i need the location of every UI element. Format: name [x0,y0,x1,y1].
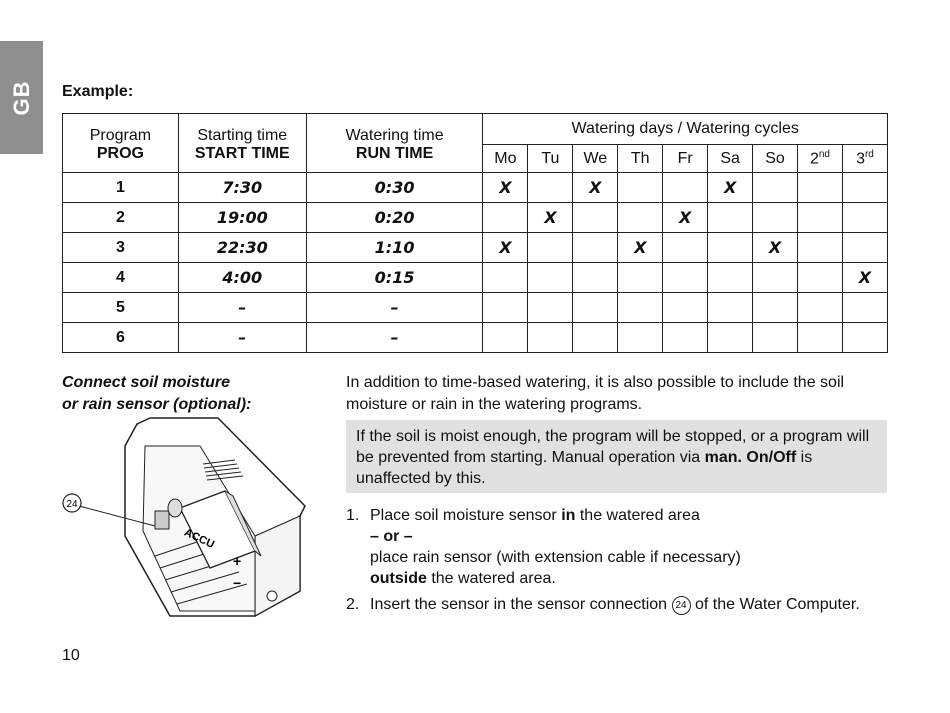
step-or: – or – [370,528,413,545]
day-mark-cell [798,263,843,293]
sensor-title-line1: Connect soil moisture [62,374,231,391]
day-mark-cell [842,293,887,323]
day-mark-cell: X [753,233,798,263]
day-mark-cell [842,233,887,263]
day-mark-cell [618,173,663,203]
day-mark-cell [798,173,843,203]
day-mark-cell [708,203,753,233]
day-header-mo: Mo [483,145,528,173]
language-tab-label: GB [8,80,34,115]
program-number: 5 [63,293,179,323]
day-mark-cell: X [842,263,887,293]
table-row [63,293,888,323]
run-time-cell: – [306,323,483,353]
day-mark-cell [663,323,708,353]
col-program-code: PROG [63,145,179,173]
water-computer-illustration [55,416,310,626]
program-number: 6 [63,323,179,353]
example-heading: Example: [62,83,134,100]
day-mark-cell [483,203,528,233]
day-mark-cell [618,263,663,293]
step-2: 2. Insert the sensor in the sensor connection 24 of the Water Computer. [346,596,860,613]
start-time-cell: 19:00 [178,203,306,233]
day-mark-cell [842,173,887,203]
run-time-cell: 0:30 [306,173,483,203]
day-mark-cell [618,203,663,233]
day-mark-cell [483,323,528,353]
day-mark-cell [528,293,573,323]
day-mark-cell [573,203,618,233]
note-box [346,420,887,493]
program-number: 4 [63,263,179,293]
day-mark-cell [708,323,753,353]
cycle-header-2: 2nd [798,145,843,173]
sensor-section-title [62,372,251,416]
day-mark-cell [663,173,708,203]
table-row [63,203,888,233]
day-mark-cell [798,203,843,233]
start-time-cell: 22:30 [178,233,306,263]
day-header-we: We [573,145,618,173]
col-run-label: Watering time [306,114,483,145]
table-row [63,173,888,203]
run-time-cell: 0:20 [306,203,483,233]
table-row [63,263,888,293]
day-mark-cell [573,293,618,323]
day-mark-cell [753,203,798,233]
day-mark-cell [798,293,843,323]
col-start-label: Starting time [178,114,306,145]
day-mark-cell [528,263,573,293]
start-time-cell: 4:00 [178,263,306,293]
day-mark-cell [573,263,618,293]
cycle-header-3: 3rd [842,145,887,173]
run-time-cell: 1:10 [306,233,483,263]
connection-callout: 24 [672,596,691,615]
program-number: 2 [63,203,179,233]
col-start-code: START TIME [178,145,306,173]
start-time-cell: – [178,293,306,323]
note-bold: man. On/Off [704,449,797,466]
day-mark-cell [753,293,798,323]
day-header-fr: Fr [663,145,708,173]
day-mark-cell [483,293,528,323]
day-mark-cell: X [663,203,708,233]
day-mark-cell [573,233,618,263]
start-time-cell: 7:30 [178,173,306,203]
day-mark-cell: X [573,173,618,203]
day-mark-cell [798,323,843,353]
run-time-cell: 0:15 [306,263,483,293]
day-mark-cell [753,173,798,203]
sensor-title-line2: or rain sensor (optional): [62,396,252,413]
col-run-code: RUN TIME [306,145,483,173]
day-mark-cell [663,233,708,263]
day-header-sa: Sa [708,145,753,173]
day-mark-cell [708,233,753,263]
page-number: 10 [62,647,80,664]
day-mark-cell [663,263,708,293]
day-header-th: Th [618,145,663,173]
day-mark-cell [528,173,573,203]
table-row [63,323,888,353]
day-mark-cell [753,323,798,353]
intro-paragraph: In addition to time-based watering, it is also possible to include the soil moisture or rain in the watering programs. [346,374,845,413]
accu-label: ACCU [182,526,217,551]
step-1: 1. Place soil moisture sensor in the watered area – or – place rain sensor (with extension cable if necessary) outside the watered area. [346,507,741,587]
day-mark-cell [483,263,528,293]
callout-number: 24 [66,499,78,510]
language-tab [0,41,43,154]
day-mark-cell [528,323,573,353]
day-mark-cell [663,293,708,323]
run-time-cell: – [306,293,483,323]
day-header-tu: Tu [528,145,573,173]
start-time-cell: – [178,323,306,353]
program-number: 1 [63,173,179,203]
day-mark-cell [708,263,753,293]
day-mark-cell: X [618,233,663,263]
note-text: If the soil is moist enough, the program will be stopped, or a program will be prevented from starting. Manual operation via man. On/Off is unaffected by this. [356,428,870,487]
day-mark-cell [753,263,798,293]
day-mark-cell [573,323,618,353]
day-mark-cell [842,323,887,353]
day-mark-cell: X [528,203,573,233]
col-program-label: Program [63,114,179,145]
day-mark-cell [798,233,843,263]
day-mark-cell [528,233,573,263]
day-mark-cell: X [483,173,528,203]
table-row [63,233,888,263]
day-mark-cell: X [708,173,753,203]
day-mark-cell: X [483,233,528,263]
program-number: 3 [63,233,179,263]
day-mark-cell [618,323,663,353]
day-header-so: So [753,145,798,173]
col-days-label: Watering days / Watering cycles [483,114,888,145]
plus-symbol: + [233,553,242,569]
program-table [62,113,888,353]
day-mark-cell [618,293,663,323]
day-mark-cell [842,203,887,233]
minus-symbol: − [233,575,242,591]
day-mark-cell [708,293,753,323]
instruction-steps [346,505,886,620]
